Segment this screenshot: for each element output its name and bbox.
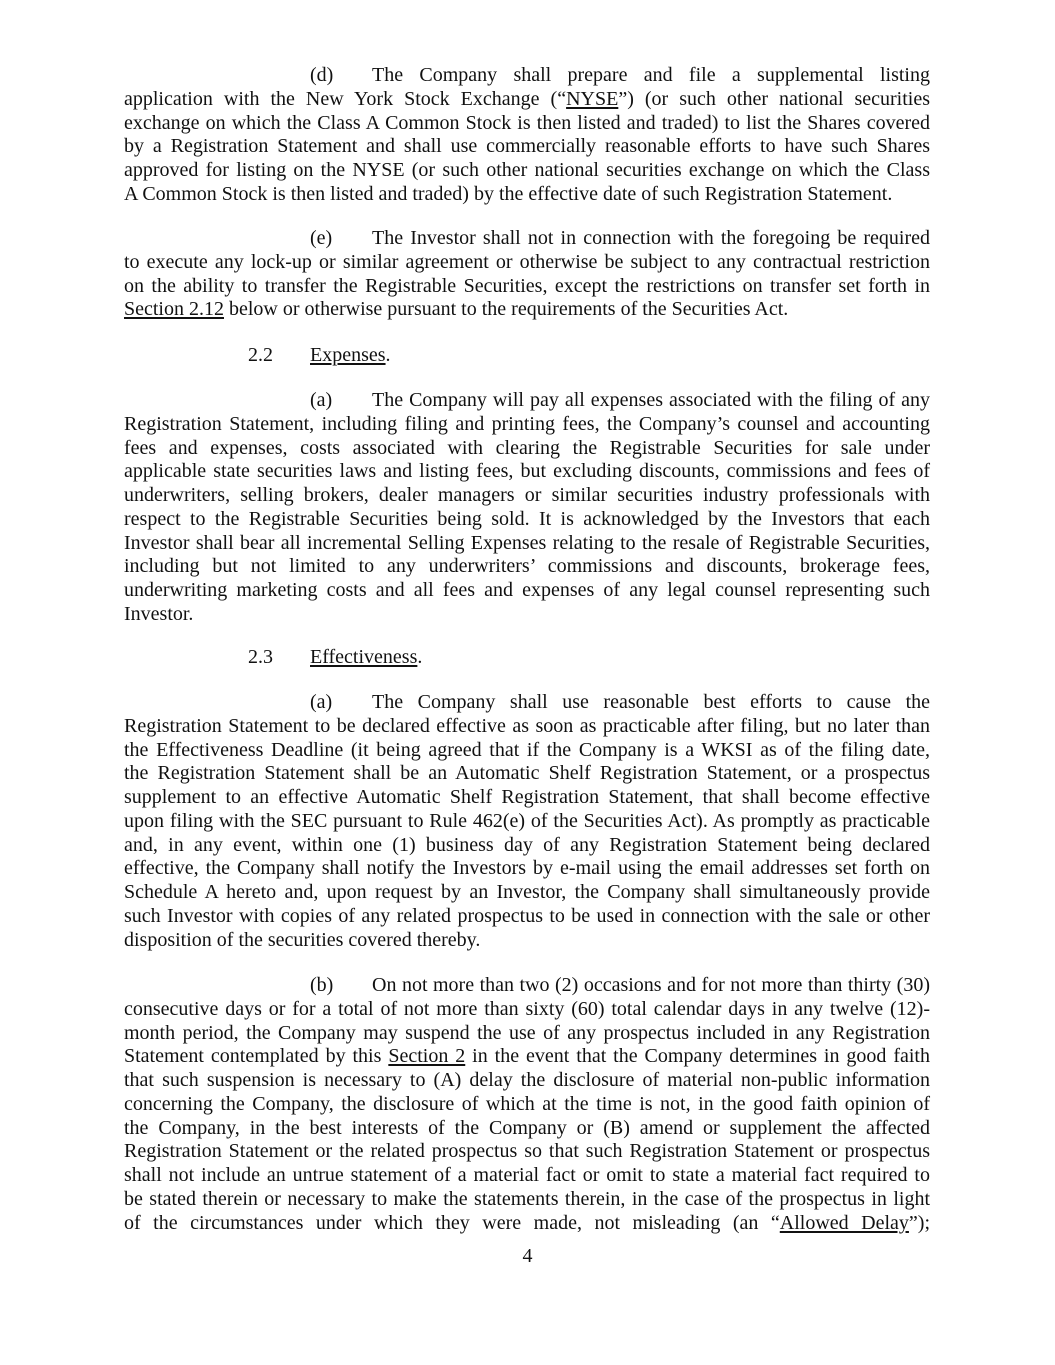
text-line	[124, 785, 930, 809]
text-segment: upon filing with the SEC pursuant to Rule 462(e) of the Securities Act). As promptly as practicable	[124, 809, 930, 832]
text-line	[124, 87, 930, 111]
text-line	[124, 738, 930, 762]
text-line	[124, 1187, 930, 1211]
text-line	[124, 1211, 930, 1235]
text-segment: On not more than two (2) occasions and for not more than thirty (30)	[372, 974, 930, 996]
underlined-term: Section 2.12	[124, 298, 224, 321]
line-text	[372, 690, 930, 714]
text-segment: application with the New York Stock Exchange (“	[124, 87, 567, 110]
text-segment: consecutive days or for a total of not more than sixty (60) total calendar days in any twelve (12)-	[124, 997, 930, 1020]
text-line	[124, 714, 930, 738]
text-segment: The Company shall prepare and file a supplemental listing	[372, 64, 930, 86]
text-line	[124, 483, 930, 507]
text-segment: Registration Statement, including filing and printing fees, the Company’s counsel and accounting	[124, 412, 930, 435]
text-line	[124, 111, 930, 135]
text-line	[124, 436, 930, 460]
text-line	[310, 388, 930, 412]
text-segment: The Company will pay all expenses associated with the filing of any	[372, 389, 930, 411]
text-segment: the Registration Statement shall be an Automatic Shelf Registration Statement, or a prospectus	[124, 762, 930, 785]
line-text	[372, 388, 930, 412]
text-line	[124, 507, 930, 531]
text-segment: Investor.	[124, 602, 194, 625]
text-line	[124, 158, 930, 182]
text-line	[124, 904, 930, 928]
text-segment: underwriters, selling brokers, dealer managers or similar securities industry professionals with	[124, 484, 930, 506]
text-segment: month period, the Company may suspend the use of any prospectus included in any Registration	[124, 1021, 930, 1044]
paragraph-label: (e)	[310, 227, 333, 249]
text-line	[310, 690, 930, 714]
underlined-term: Effectiveness	[310, 646, 418, 668]
text-segment: approved for listing on the NYSE (or such other national securities exchange on which the Class	[124, 159, 930, 181]
text-segment: be stated therein or necessary to make the statements therein, in the case of the prospectus in light	[124, 1187, 930, 1210]
text-line	[124, 274, 930, 298]
text-line	[124, 134, 930, 158]
text-line	[248, 343, 848, 367]
text-line	[124, 531, 930, 555]
text-line	[124, 554, 930, 578]
paragraph-label: (d)	[310, 64, 334, 86]
text-line	[124, 997, 930, 1021]
text-segment: ”);	[908, 1211, 931, 1234]
text-segment: including but not limited to any underwriters’ commissions and discounts, brokerage fees,	[124, 555, 930, 578]
line-text	[372, 973, 930, 997]
text-line	[124, 1163, 930, 1187]
text-segment: Statement contemplated by this	[124, 1045, 389, 1068]
text-line	[124, 928, 930, 952]
text-segment: Investor shall bear all incremental Selling Expenses relating to the resale of Registrable Securities,	[124, 531, 930, 554]
text-segment: such Investor with copies of any related prospectus to be used in connection with the sale or other	[124, 904, 930, 927]
text-line	[248, 645, 848, 669]
text-line	[124, 1044, 930, 1068]
text-segment: exchange on which the Class A Common Stock is then listed and traded) to list the Shares covered	[124, 111, 930, 134]
text-segment: the Company, in the best interests of the Company or (B) amend or supplement the affected	[124, 1116, 930, 1139]
underlined-term: Section 2	[388, 1045, 466, 1068]
text-segment: supplement to an effective Automatic Shelf Registration Statement, that shall become effective	[124, 786, 930, 808]
text-line	[124, 1116, 930, 1140]
text-line	[124, 578, 930, 602]
text-line	[310, 973, 930, 997]
text-segment: by a Registration Statement and shall use commercially reasonable efforts to have such Shares	[124, 135, 930, 158]
section-number: 2.3	[248, 646, 273, 668]
text-segment: shall not include an untrue statement of a material fact or omit to state a material fact required to	[124, 1164, 930, 1186]
underlined-term: Allowed Delay	[779, 1211, 909, 1234]
line-text	[310, 343, 391, 367]
text-line	[124, 1021, 930, 1045]
text-segment: .	[417, 646, 423, 668]
text-segment: Registration Statement or the related prospectus so that such Registration Statement or prospectus	[124, 1140, 930, 1163]
line-text	[372, 63, 930, 87]
text-segment: disposition of the securities covered thereby.	[124, 928, 481, 951]
text-line	[124, 459, 930, 483]
text-segment: to execute any lock-up or similar agreement or otherwise be subject to any contractual restriction	[124, 250, 930, 273]
text-line	[124, 1139, 930, 1163]
text-line	[124, 1068, 930, 1092]
line-text	[310, 645, 422, 669]
text-line	[124, 182, 930, 206]
text-segment: below or otherwise pursuant to the requirements of the Securities Act.	[224, 298, 789, 321]
text-line	[124, 602, 930, 626]
text-segment: The Company shall use reasonable best efforts to cause the	[372, 691, 930, 713]
line-text	[372, 226, 930, 250]
text-segment: effective, the Company shall notify the Investors by e-mail using the email addresses set forth on	[124, 857, 930, 880]
text-segment: applicable state securities laws and listing fees, but excluding discounts, commissions and fees of	[124, 460, 930, 483]
text-line	[124, 250, 930, 274]
text-line	[124, 809, 930, 833]
text-line	[124, 880, 930, 904]
text-segment: .	[385, 344, 391, 366]
text-segment: Registration Statement to be declared effective as soon as practicable after filing, but no later than	[124, 714, 930, 737]
text-line	[124, 412, 930, 436]
text-segment: underwriting marketing costs and all fees and expenses of any legal counsel representing such	[124, 579, 930, 601]
text-segment: on the ability to transfer the Registrable Securities, except the restrictions on transfer set forth in	[124, 274, 930, 297]
text-segment: Schedule A hereto and, upon request by an Investor, the Company shall simultaneously provide	[124, 881, 930, 903]
text-line	[310, 63, 930, 87]
text-segment: that such suspension is necessary to (A) delay the disclosure of material non-public information	[124, 1069, 930, 1091]
text-line	[124, 1092, 930, 1116]
text-segment: respect to the Registrable Securities being sold. It is acknowledged by the Investors that each	[124, 507, 930, 530]
text-line	[124, 761, 930, 785]
text-line	[124, 833, 930, 857]
section-number: 2.2	[248, 344, 273, 366]
underlined-term: NYSE	[566, 87, 619, 110]
text-segment: in the event that the Company determines in good faith	[465, 1045, 930, 1068]
paragraph-label: (b)	[310, 974, 334, 996]
text-line	[124, 856, 930, 880]
text-segment: the Effectiveness Deadline (it being agreed that if the Company is a WKSI as of the filing date,	[124, 738, 930, 761]
text-segment: and, in any event, within one (1) business day of any Registration Statement being declared	[124, 833, 930, 856]
text-line	[124, 297, 930, 321]
text-segment: fees and expenses, costs associated with clearing the Registrable Securities for sale under	[124, 436, 930, 459]
text-segment: A Common Stock is then listed and traded) by the effective date of such Registration Statement.	[124, 182, 893, 205]
page-number: 4	[522, 1245, 533, 1267]
text-segment: of the circumstances under which they were made, not misleading (an “	[124, 1211, 780, 1234]
text-segment: The Investor shall not in connection with the foregoing be required	[372, 227, 930, 249]
text-segment: ”) (or such other national securities	[618, 87, 930, 110]
underlined-term: Expenses	[310, 344, 386, 366]
paragraph-label: (a)	[310, 691, 333, 713]
paragraph-label: (a)	[310, 389, 333, 411]
text-line	[310, 226, 930, 250]
text-segment: concerning the Company, the disclosure of which at the time is not, in the good faith opinion of	[124, 1092, 930, 1115]
